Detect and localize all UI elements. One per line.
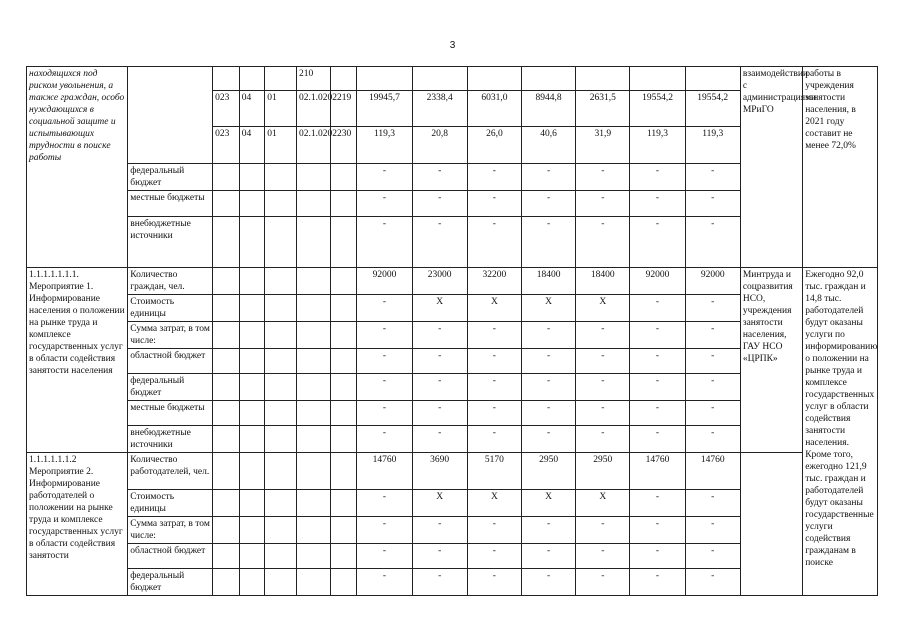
table-row: местные бюджеты - - - - - - -: [27, 191, 878, 217]
measures-result-cell: Ежегодно 92,0 тыс. граждан и 14,8 тыс. работодателей будут оказаны услуги по информированию о положении на рынке труда и комплексе государственных услуг в области содействия занятости населения. Кроме того, ежегодно 121,9 тыс. граждан и работодателей будут оказаны государственные услуги содействия гражданам в поиске: [803, 268, 878, 596]
table-row: федеральный бюджет - - - - - - -: [27, 374, 878, 401]
table-row: Сумма затрат, в том числе: - - - - - - -: [27, 322, 878, 349]
table-row: 023 04 01 02.1.0202230 119,3 20,8 26,0 40,6 31,9 119,3 119,3: [27, 127, 878, 164]
task-name-cell: находящихся под риском увольнения, а также граждан, особо нуждающихся в социальной защите и испытывающих трудности в поиске работы: [27, 67, 128, 268]
table-row: Стоимость единицы - X X X X - -: [27, 295, 878, 322]
page-number: 3: [449, 40, 456, 51]
table-row: Сумма затрат, в том числе: - - - - - - -: [27, 517, 878, 544]
table-row: местные бюджеты - - - - - - -: [27, 401, 878, 426]
table-row: областной бюджет - - - - - - -: [27, 349, 878, 374]
program-measures-table: [26, 66, 878, 596]
table-row: 023 04 01 02.1.0202219 19945,7 2338,4 6031,0 8944,8 2631,5 19554,2 19554,2: [27, 91, 878, 127]
result-cell: работы в учреждения занятости населения, в 2021 году составит не менее 72,0%: [803, 67, 878, 268]
table-row: Стоимость единицы - X X X X - -: [27, 490, 878, 517]
table-row: областной бюджет - - - - - - -: [27, 544, 878, 569]
executor-cell: взаимодействии с администрациями МРиГО: [740, 67, 802, 268]
measure-2-name: 1.1.1.1.1.1.2 Мероприятие 2. Информирование работодателей о положении на рынке труда и комплексе государственных услуг в области содействия занятости: [27, 453, 128, 596]
table-row: внебюджетные источники - - - - - - -: [27, 426, 878, 453]
table-row: находящихся под риском увольнения, а также граждан, особо нуждающихся в социальной защите и испытывающих трудности в поиске работы 210 взаимодействии с администрациями МРиГО работы в учреждения занятости населения, в 2021 году составит не менее 72,0%: [27, 67, 878, 91]
measure-1-name: 1.1.1.1.1.1.1. Мероприятие 1. Информирование населения о положении на рынке труда и комплексе государственных услуг в области содействия занятости населения: [27, 268, 128, 453]
table-row: федеральный бюджет - - - - - - -: [27, 569, 878, 596]
table-row: федеральный бюджет - - - - - - -: [27, 164, 878, 191]
measure-1-executor: Минтруда и соцразвития НСО, учреждения занятости населения, ГАУ НСО «ЦРПК»: [740, 268, 802, 453]
table-row: внебюджетные источники - - - - - - -: [27, 217, 878, 268]
table-row: 1.1.1.1.1.1.2 Мероприятие 2. Информирование работодателей о положении на рынке труда и комплексе государственных услуг в области содействия занятости Количество работодателей, чел. 14760 3690 5170 2950 2950 14760 14760: [27, 453, 878, 490]
table-row: 1.1.1.1.1.1.1. Мероприятие 1. Информирование населения о положении на рынке труда и комплексе государственных услуг в области содействия занятости населения Количество граждан, чел. 92000 23000 32200 18400 18400 92000 92000 Минтруда и соцразвития НСО, учреждения занятости населения, ГАУ НСО «ЦРПК» Ежегодно 92,0 тыс. граждан и 14,8 тыс. работодателей будут оказаны услуги по информированию о положении на рынке труда и комплексе государственных услуг в области содействия занятости населения. Кроме того, ежегодно 121,9 тыс. граждан и работодателей будут оказаны государственные услуги содействия гражданам в поиске: [27, 268, 878, 295]
